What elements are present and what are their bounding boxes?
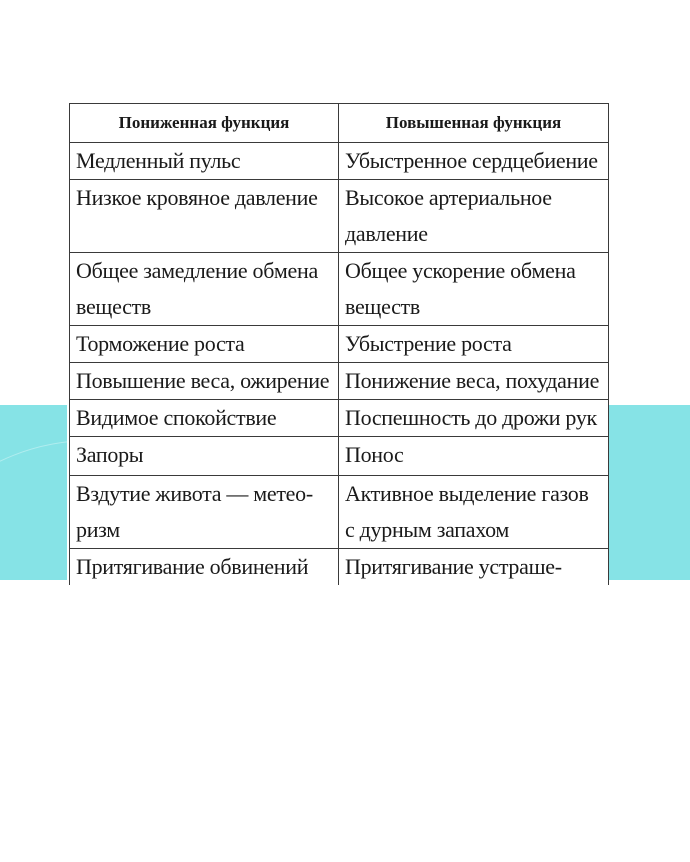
cell-text: Медленный пульс xyxy=(76,148,241,173)
header-low-function: Пониженная функция xyxy=(70,104,339,143)
cell-low xyxy=(70,180,339,253)
table-row xyxy=(70,143,609,180)
table-row xyxy=(70,437,609,476)
table-row xyxy=(70,363,609,400)
table-row xyxy=(70,180,609,253)
cell-low xyxy=(70,400,339,437)
cell-text: Общее ускорение обмена xyxy=(345,258,576,283)
table-row xyxy=(70,476,609,549)
cell-text: Низкое кровяное давление xyxy=(76,185,318,210)
table-row xyxy=(70,400,609,437)
thyroid-function-table xyxy=(69,103,609,585)
cell-high xyxy=(339,180,609,253)
cell-text: веществ xyxy=(345,294,420,319)
cell-low xyxy=(70,253,339,326)
cell-high xyxy=(339,437,609,476)
cell-text: с дурным запахом xyxy=(345,517,510,542)
cell-text: Повышение веса, ожирение xyxy=(76,368,330,393)
table-row xyxy=(70,326,609,363)
cell-text: Общее замедление обмена xyxy=(76,258,318,283)
cell-low xyxy=(70,437,339,476)
cell-high xyxy=(339,363,609,400)
cell-text: Убыстрение роста xyxy=(345,331,512,356)
cell-text: Понос xyxy=(345,442,404,467)
table-row xyxy=(70,253,609,326)
cell-high xyxy=(339,476,609,549)
cell-high xyxy=(339,253,609,326)
cell-text: Притягивание обвинений xyxy=(76,554,309,579)
cell-low xyxy=(70,143,339,180)
header-high-function: Повышенная функция xyxy=(339,104,609,143)
cell-high xyxy=(339,143,609,180)
cell-low xyxy=(70,476,339,549)
cell-text: Поспешность до дрожи рук xyxy=(345,405,597,430)
cell-text: давление xyxy=(345,221,428,246)
cell-text: Убыстренное сердцебиение xyxy=(345,148,598,173)
cell-text: Активное выделение газов xyxy=(345,481,589,506)
cell-text: веществ xyxy=(76,294,151,319)
cell-text: Запоры xyxy=(76,442,144,467)
cell-high xyxy=(339,400,609,437)
cell-text: Торможение роста xyxy=(76,331,245,356)
cell-text: Притягивание устраше- xyxy=(345,554,562,579)
cell-high xyxy=(339,326,609,363)
cell-text: Понижение веса, похудание xyxy=(345,368,600,393)
cell-text: ризм xyxy=(76,517,120,542)
cell-low xyxy=(70,326,339,363)
table-header-row xyxy=(70,104,609,143)
cell-low xyxy=(70,363,339,400)
cell-text: Видимое спокойствие xyxy=(76,405,277,430)
cell-text: Высокое артериальное xyxy=(345,185,552,210)
cell-text: Вздутие живота — метео- xyxy=(76,481,313,506)
